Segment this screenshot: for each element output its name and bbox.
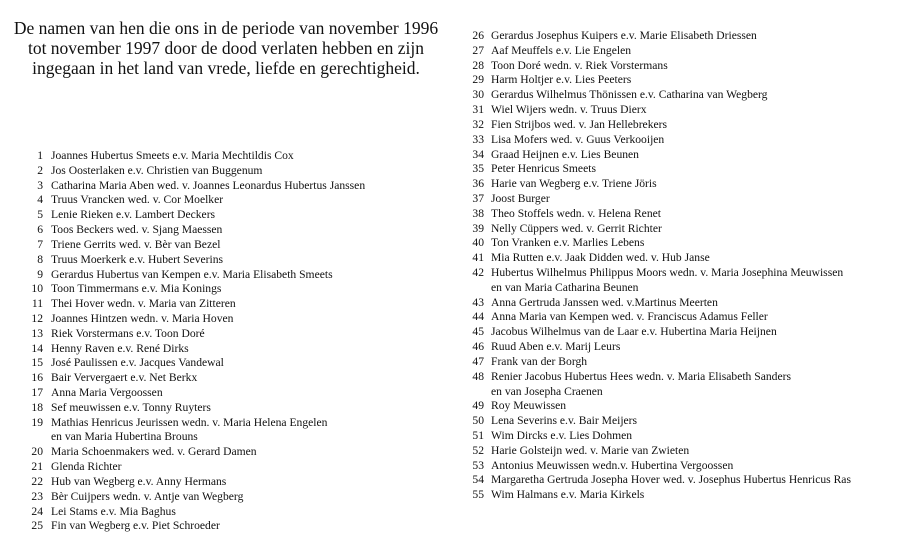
list-item	[20, 445, 365, 460]
entry-name: Hubertus Wilhelmus Philippus Moors wedn. v. Maria Josephina Meuwissen	[491, 266, 844, 279]
entry-name: en van Maria Catharina Beunen	[491, 280, 639, 294]
list-item	[462, 429, 851, 444]
entry-name: Toon Timmermans e.v. Mia Konings	[51, 282, 222, 296]
list-item	[462, 177, 851, 192]
entry-name: Gerardus Hubertus van Kempen e.v. Maria Elisabeth Smeets	[51, 267, 333, 281]
entry-name: Harie van Wegberg e.v. Triene Jöris	[491, 177, 657, 191]
entry-name: Wim Dircks e.v. Lies Dohmen	[491, 428, 633, 442]
entry-number: 48	[472, 369, 484, 383]
entry-number: 55	[472, 488, 484, 502]
entry-number: 43	[472, 295, 484, 309]
list-item	[462, 251, 851, 266]
entry-name: Toon Doré wedn. v. Riek Vorstermans	[491, 58, 668, 72]
list-item	[462, 385, 851, 400]
entry-number: 26	[472, 29, 484, 42]
list-item	[462, 296, 851, 311]
entry-name: Lei Stams e.v. Mia Baghus	[51, 504, 176, 518]
list-item	[462, 325, 851, 340]
entry-name: Fien Strijbos wed. v. Jan Hellebrekers	[491, 117, 668, 131]
entry-name: Lisa Mofers wed. v. Guus Verkooijen	[491, 132, 665, 146]
list-item	[462, 281, 851, 296]
entry-name: Antonius Meuwissen wedn.v. Hubertina Vergoossen	[491, 458, 734, 472]
entry-number: 9	[37, 267, 43, 281]
heading-line-3: ingegaan in het land van vrede, liefde en gerechtigheid.	[32, 58, 420, 78]
entry-number: 13	[31, 326, 43, 340]
entry-number: 34	[472, 147, 484, 161]
entry-name: Toos Beckers wed. v. Sjang Maessen	[51, 223, 223, 237]
list-item	[462, 59, 851, 74]
entry-number: 10	[31, 282, 43, 296]
entry-name: Mia Rutten e.v. Jaak Didden wed. v. Hub Janse	[491, 251, 710, 265]
entry-number: 28	[472, 58, 484, 72]
list-item	[20, 401, 365, 416]
entry-number: 16	[31, 371, 43, 385]
list-item	[20, 371, 365, 386]
heading-line-1: De namen van hen die ons in de periode van november 1996	[13, 18, 439, 38]
entry-number: 31	[472, 103, 484, 117]
entry-name: Maria Schoenmakers wed. v. Gerard Damen	[51, 445, 257, 459]
entry-number: 36	[472, 177, 484, 191]
entry-number: 52	[472, 443, 484, 457]
list-item	[20, 519, 365, 534]
list-item	[20, 253, 365, 268]
entry-name: Frank van der Borgh	[491, 354, 588, 368]
list-item	[462, 103, 851, 118]
entry-name: Joannes Hintzen wedn. v. Maria Hoven	[51, 311, 234, 325]
entry-number: 11	[31, 297, 43, 311]
entry-name: Wiel Wijers wedn. v. Truus Dierx	[491, 103, 647, 117]
entry-number: 14	[31, 341, 43, 355]
entry-name: Margaretha Gertruda Josepha Hover wed. v. Josephus Hubertus Henricus Ras	[491, 473, 851, 487]
entry-number: 25	[31, 519, 43, 533]
entry-name: Catharina Maria Aben wed. v. Joannes Leonardus Hubertus Janssen	[51, 178, 366, 192]
entry-name: Riek Vorstermans e.v. Toon Doré	[51, 326, 205, 340]
list-item	[20, 268, 365, 283]
document-heading	[2, 18, 450, 78]
list-item	[20, 430, 365, 445]
entry-name: Sef meuwissen e.v. Tonny Ruyters	[51, 400, 211, 414]
list-item	[20, 164, 365, 179]
entry-name: Lena Severins e.v. Bair Meijers	[491, 414, 638, 428]
list-item	[462, 399, 851, 414]
entry-name: Bèr Cuijpers wedn. v. Antje van Wegberg	[51, 489, 244, 503]
entry-number	[20, 430, 51, 445]
list-item	[462, 444, 851, 459]
entry-number: 17	[31, 386, 43, 399]
entry-number: 40	[472, 236, 484, 250]
entry-number: 30	[472, 88, 484, 102]
list-item	[20, 312, 365, 327]
entry-name: Joost Burger	[491, 191, 550, 205]
list-item	[462, 310, 851, 325]
entry-name: Joannes Hubertus Smeets e.v. Maria Mechtildis Cox	[51, 149, 294, 162]
entry-name: Nelly Cüppers wed. v. Gerrit Richter	[491, 221, 662, 235]
entry-number: 27	[472, 43, 484, 57]
entry-name: Truus Vrancken wed. v. Cor Moelker	[51, 193, 224, 207]
entry-name: Lenie Rieken e.v. Lambert Deckers	[51, 208, 216, 222]
entry-number: 21	[31, 460, 43, 474]
entry-number: 47	[472, 354, 484, 368]
entry-name: Bair Ververgaert e.v. Net Berkx	[51, 371, 198, 385]
list-item	[20, 327, 365, 342]
list-item	[462, 340, 851, 355]
entry-name: Wim Halmans e.v. Maria Kirkels	[491, 488, 645, 502]
entry-name: Anna Gertruda Janssen wed. v.Martinus Meerten	[491, 295, 718, 309]
list-item	[20, 416, 365, 431]
entry-number: 42	[472, 266, 484, 279]
entry-number: 44	[472, 310, 484, 324]
entry-number: 51	[472, 428, 484, 442]
list-item	[462, 88, 851, 103]
list-item	[462, 488, 851, 503]
entry-number: 1	[37, 149, 43, 162]
list-item	[462, 192, 851, 207]
entry-number: 50	[472, 414, 484, 428]
entry-name: Mathias Henricus Jeurissen wedn. v. Maria Helena Engelen	[51, 415, 328, 429]
list-item	[462, 266, 851, 281]
entry-name: Peter Henricus Smeets	[491, 162, 596, 176]
list-item	[20, 297, 365, 312]
list-item	[462, 355, 851, 370]
list-item	[462, 73, 851, 88]
entry-name: Ruud Aben e.v. Marij Leurs	[491, 340, 621, 354]
list-item	[20, 460, 365, 475]
entry-number: 19	[31, 415, 43, 429]
entry-number: 18	[31, 400, 43, 414]
left-name-list	[20, 149, 365, 534]
right-name-list	[462, 29, 851, 503]
entry-number: 8	[37, 252, 43, 266]
list-item	[462, 414, 851, 429]
list-item	[20, 179, 365, 194]
list-item	[20, 282, 365, 297]
list-item	[462, 44, 851, 59]
entry-name: en van Josepha Craenen	[491, 384, 603, 398]
entry-number: 4	[37, 193, 43, 207]
entry-name: Gerardus Wilhelmus Thönissen e.v. Catharina van Wegberg	[491, 88, 768, 102]
entry-name: Fin van Wegberg e.v. Piet Schroeder	[51, 519, 220, 533]
list-item	[20, 475, 365, 490]
entry-number: 24	[31, 504, 43, 518]
entry-number: 7	[37, 237, 43, 251]
entry-name: Harm Holtjer e.v. Lies Peeters	[491, 73, 632, 87]
list-item	[20, 223, 365, 238]
entry-name: Roy Meuwissen	[491, 399, 567, 413]
entry-name: Graad Heijnen e.v. Lies Beunen	[491, 147, 639, 161]
list-item	[462, 222, 851, 237]
list-item	[20, 356, 365, 371]
entry-number: 2	[37, 163, 43, 177]
entry-name: Gerardus Josephus Kuipers e.v. Marie Elisabeth Driessen	[491, 29, 757, 42]
entry-number: 49	[472, 399, 484, 413]
entry-name: Glenda Richter	[51, 460, 122, 474]
list-item	[462, 162, 851, 177]
list-item	[462, 29, 851, 44]
entry-name: Aaf Meuffels e.v. Lie Engelen	[491, 43, 632, 57]
list-item	[20, 386, 365, 401]
entry-name: Thei Hover wedn. v. Maria van Zitteren	[51, 297, 236, 311]
list-item	[462, 133, 851, 148]
entry-name: Jos Oosterlaken e.v. Christien van Buggenum	[51, 163, 263, 177]
list-item	[462, 236, 851, 251]
entry-number: 20	[31, 445, 43, 459]
entry-number: 45	[472, 325, 484, 339]
list-item	[20, 193, 365, 208]
entry-number: 12	[31, 311, 43, 325]
entry-name: Anna Maria van Kempen wed. v. Franciscus Adamus Feller	[491, 310, 768, 324]
entry-number	[462, 385, 491, 400]
list-item	[20, 238, 365, 253]
entry-number: 54	[472, 473, 484, 487]
list-item	[20, 208, 365, 223]
entry-number: 53	[472, 458, 484, 472]
entry-name: Theo Stoffels wedn. v. Helena Renet	[491, 206, 661, 220]
entry-number: 41	[472, 251, 484, 265]
entry-number: 23	[31, 489, 43, 503]
entry-name: Harie Golsteijn wed. v. Marie van Zwieten	[491, 443, 690, 457]
entry-name: Renier Jacobus Hubertus Hees wedn. v. Maria Elisabeth Sanders	[491, 369, 791, 383]
entry-number: 32	[472, 117, 484, 131]
list-item	[20, 149, 365, 164]
entry-name: Triene Gerrits wed. v. Bèr van Bezel	[51, 237, 221, 251]
list-item	[462, 459, 851, 474]
entry-number: 15	[31, 356, 43, 370]
entry-name: en van Maria Hubertina Brouns	[51, 430, 198, 444]
entry-number: 46	[472, 340, 484, 354]
list-item	[462, 118, 851, 133]
entry-number: 3	[37, 178, 43, 192]
entry-name: José Paulissen e.v. Jacques Vandewal	[51, 356, 224, 370]
entry-name: Truus Moerkerk e.v. Hubert Severins	[51, 252, 224, 266]
heading-line-2: tot november 1997 door de dood verlaten hebben en zijn	[27, 38, 425, 58]
list-item	[20, 490, 365, 505]
entry-number: 22	[31, 474, 43, 488]
list-item	[462, 148, 851, 163]
entry-number: 39	[472, 221, 484, 235]
entry-name: Jacobus Wilhelmus van de Laar e.v. Hubertina Maria Heijnen	[491, 325, 777, 339]
entry-number: 33	[472, 132, 484, 146]
entry-number: 6	[37, 223, 43, 237]
entry-name: Henny Raven e.v. René Dirks	[51, 341, 189, 355]
entry-number: 29	[472, 73, 484, 87]
list-item	[20, 505, 365, 520]
entry-name: Hub van Wegberg e.v. Anny Hermans	[51, 474, 227, 488]
entry-number	[462, 281, 491, 296]
entry-number: 35	[472, 162, 484, 176]
entry-name: Anna Maria Vergoossen	[51, 386, 163, 399]
list-item	[462, 473, 851, 488]
entry-number: 5	[37, 208, 43, 222]
list-item	[462, 207, 851, 222]
entry-number: 37	[472, 191, 484, 205]
list-item	[20, 342, 365, 357]
entry-number: 38	[472, 206, 484, 220]
entry-name: Ton Vranken e.v. Marlies Lebens	[491, 236, 645, 250]
list-item	[462, 370, 851, 385]
